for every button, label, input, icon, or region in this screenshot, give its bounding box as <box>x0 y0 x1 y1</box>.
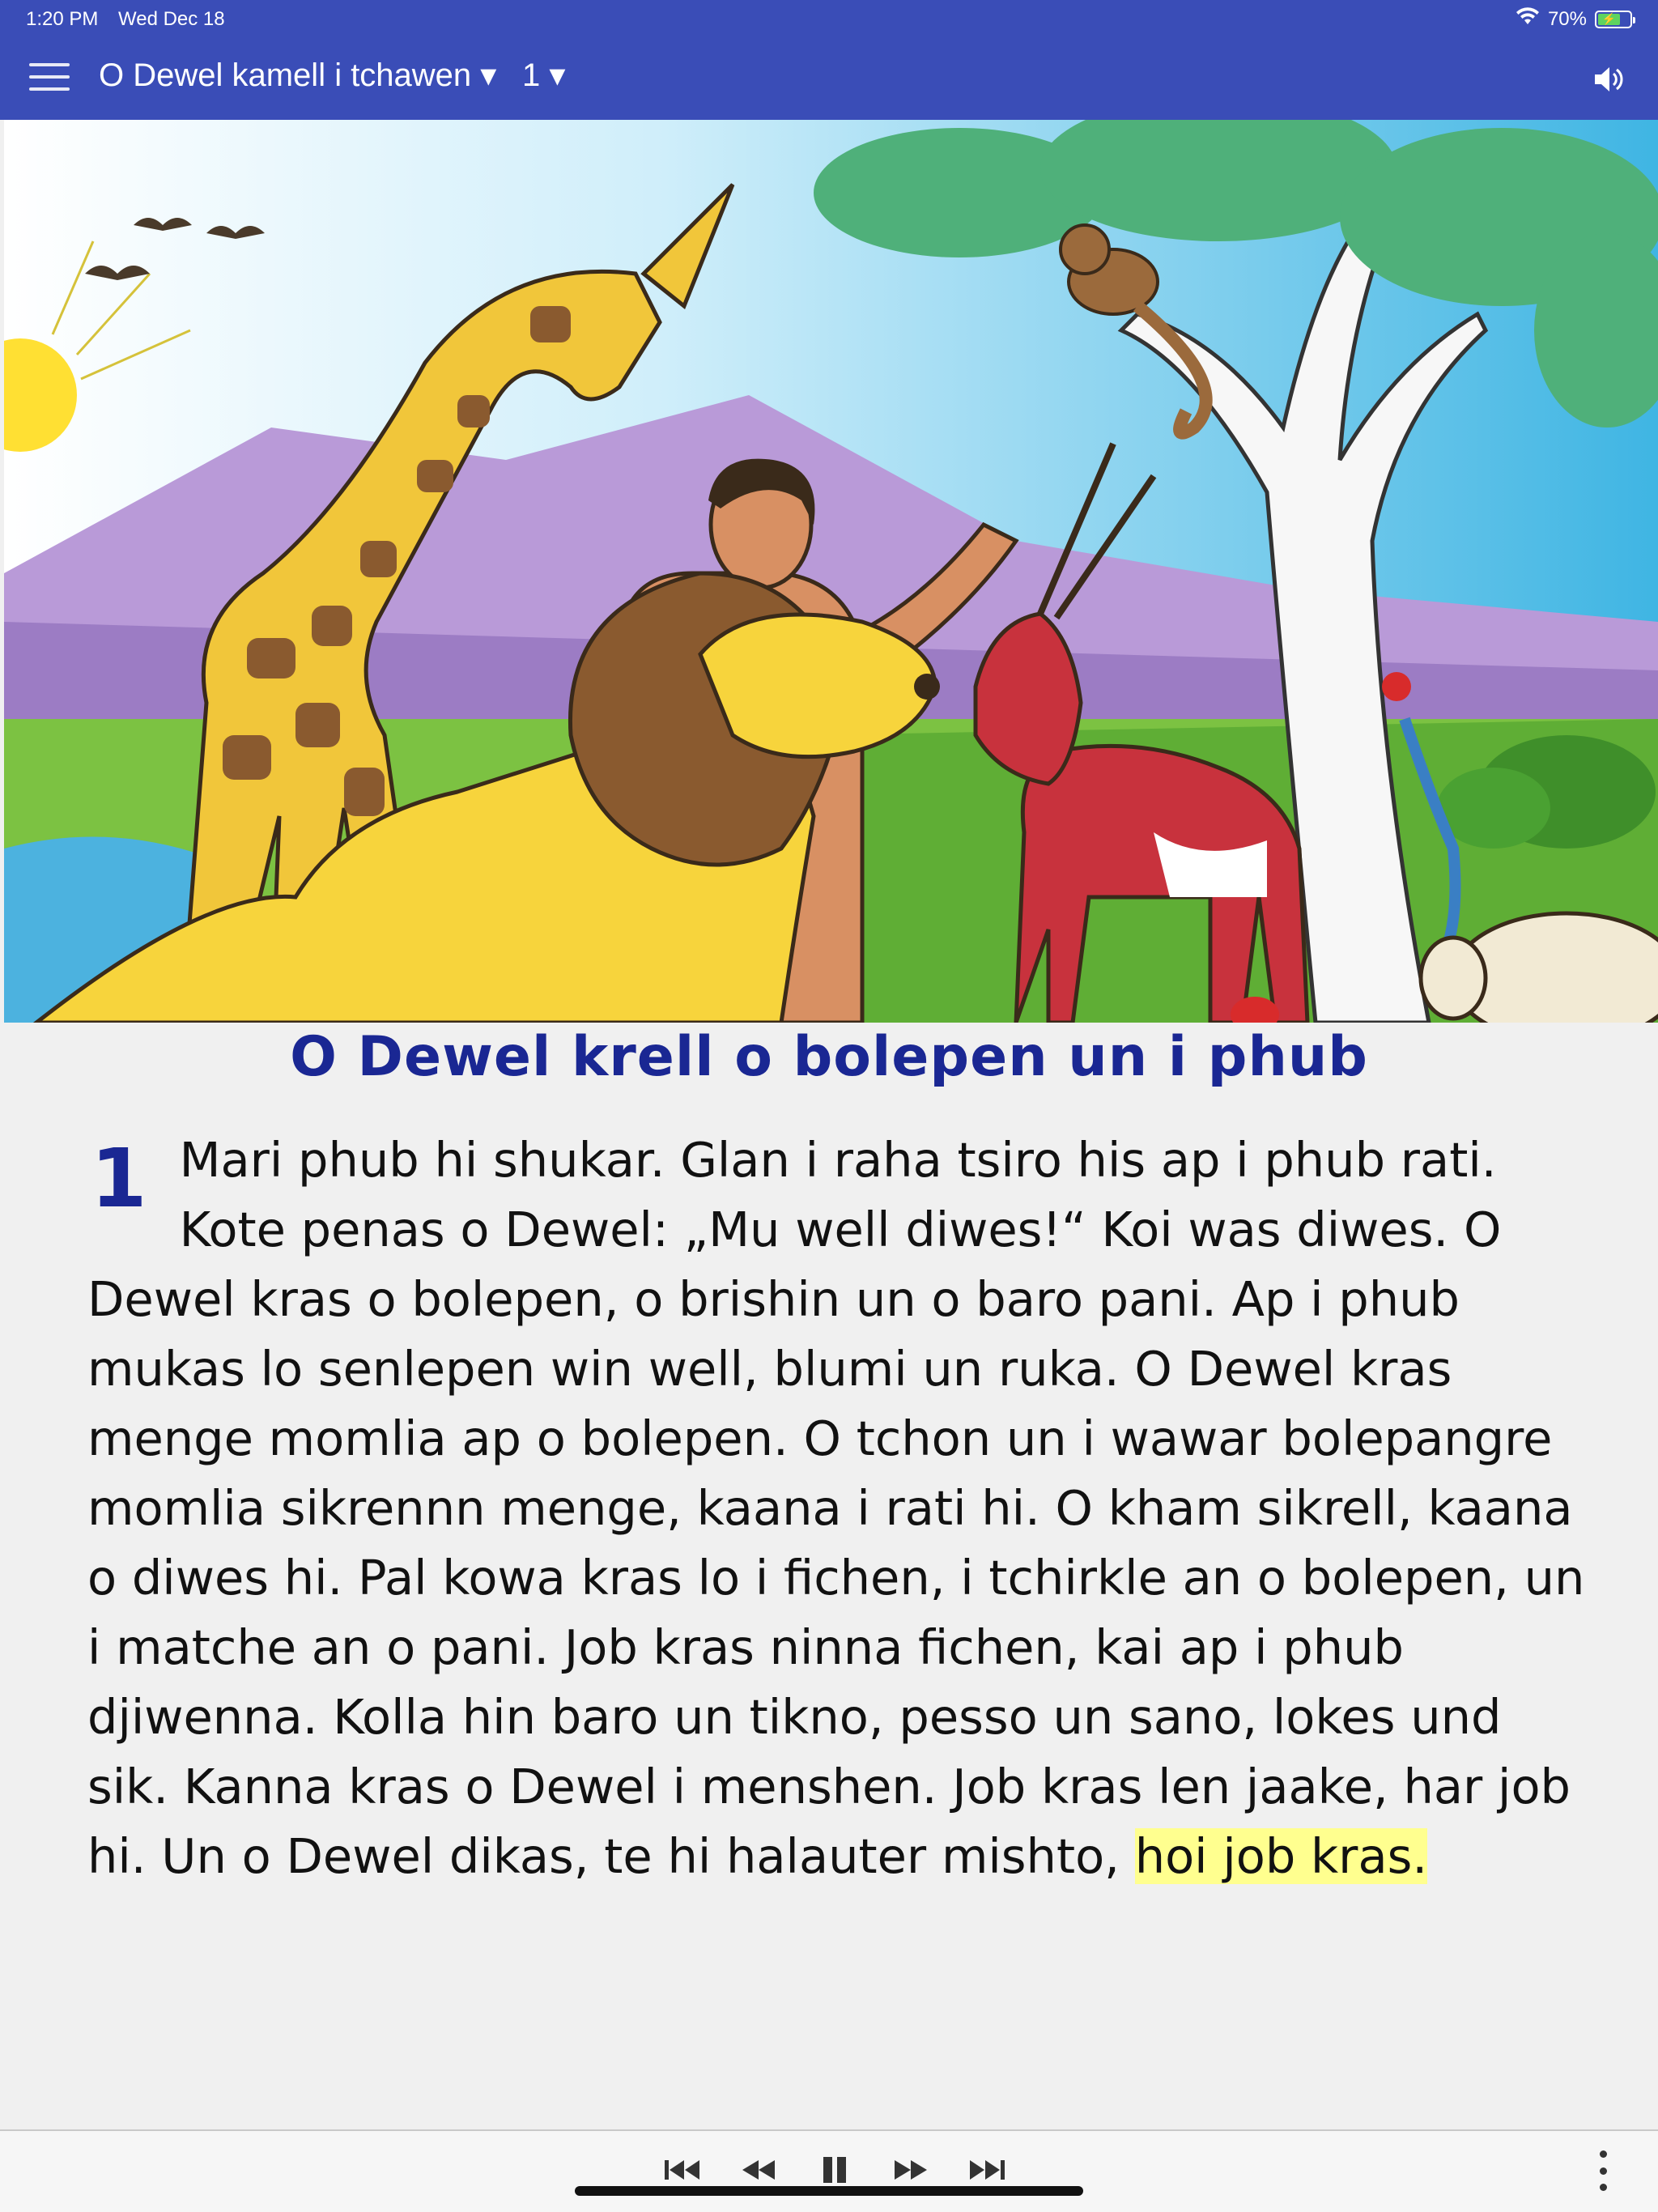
verse-paragraph <box>87 1125 1585 1891</box>
battery-charging-icon <box>1595 11 1632 28</box>
page-title: O Dewel krell o bolepen un i phub <box>290 1025 1368 1089</box>
battery-percent: 70% <box>1547 7 1587 30</box>
wifi-icon <box>1516 6 1540 32</box>
rewind-icon[interactable] <box>738 2154 779 2186</box>
hamburger-menu-icon[interactable] <box>29 63 70 96</box>
book-selector[interactable]: O Dewel kamell i tchawen ▾ <box>99 57 497 93</box>
skip-to-end-icon[interactable] <box>967 2154 1007 2186</box>
status-time: 1:20 PM <box>26 8 99 30</box>
app-bar <box>0 39 1658 120</box>
battery-fill: ⚡ <box>1598 14 1620 25</box>
home-indicator[interactable] <box>575 2186 1083 2196</box>
status-bar <box>0 0 1658 39</box>
playback-controls <box>662 2154 1007 2186</box>
pause-icon[interactable] <box>814 2154 855 2186</box>
story-illustration-image <box>4 120 1658 1023</box>
speaker-icon[interactable] <box>1590 62 1626 97</box>
more-vertical-icon[interactable] <box>1595 2150 1611 2191</box>
verse-number: 1 <box>91 1131 147 1226</box>
fast-forward-icon[interactable] <box>891 2154 931 2186</box>
chapter-selector[interactable]: 1 ▾ <box>522 57 566 93</box>
status-right <box>1516 6 1632 32</box>
audio-player-bar <box>0 2129 1658 2212</box>
verse-text: Mari phub hi shukar. Glan i raha tsiro his ap i phub rati. Kote penas o Dewel: „Mu well diwes!“ Koi was diwes. O Dewel kras o bolepen, o brishin un o baro pani. Ap i phub mukas lo senlepen win well, blumi un ruka. O Dewel kras menge momlia ap o bolepen. O tchon un i wawar bolepangre momlia sikrennn menge, kaana i rati hi. O kham sikrell, kaana o diwes hi. Pal kowa kras lo i fichen, i tchirkle an o bolepen, un i matche an o pani. Job kras ninna fichen, kai ap i phub djiwenna. Kolla hin baro un tikno, pesso un sano, lokes und sik. Kanna kras o Dewel i menshen. Job kras len jaake, har job hi. Un o Dewel dikas, te hi halauter mishto, <box>87 1132 1585 1884</box>
highlighted-text: hoi job kras. <box>1134 1828 1428 1884</box>
status-date: Wed Dec 18 <box>118 8 225 30</box>
skip-to-start-icon[interactable] <box>662 2154 703 2186</box>
